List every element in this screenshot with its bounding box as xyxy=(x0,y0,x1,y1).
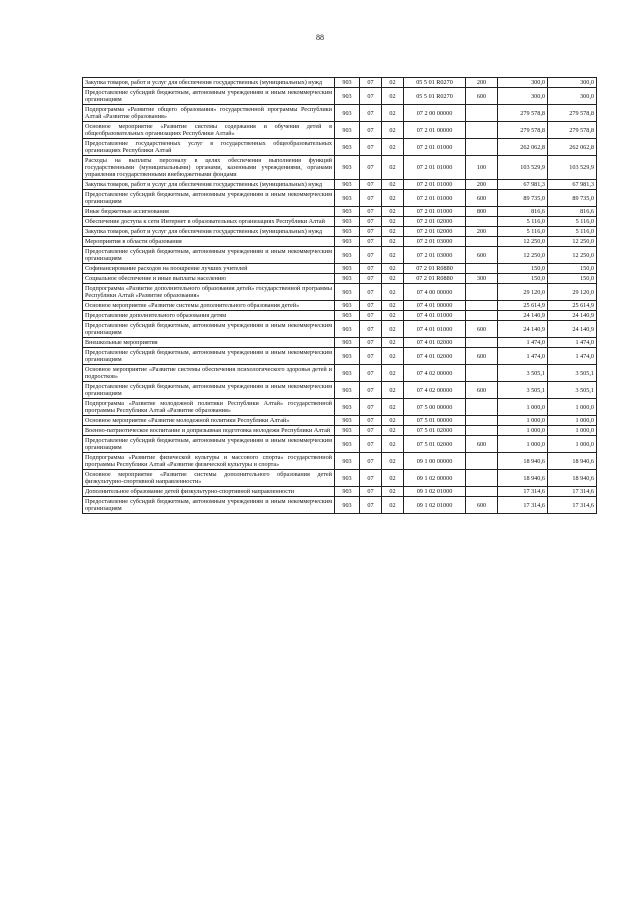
target-article-cell: 07 5 01 02000 xyxy=(404,436,466,453)
target-article-cell: 07 4 02 00000 xyxy=(404,382,466,399)
section-code-cell: 07 xyxy=(360,207,382,217)
target-article-cell: 07 2 01 R0880 xyxy=(404,274,466,284)
expense-type-cell: 200 xyxy=(466,78,498,88)
table-row xyxy=(83,338,597,348)
expense-type-cell xyxy=(466,311,498,321)
target-article-cell: 07 4 02 00000 xyxy=(404,365,466,382)
expense-name-cell: Иные бюджетные ассигнования xyxy=(83,207,335,217)
department-code-cell: 903 xyxy=(335,382,360,399)
amount-cell-2: 279 578,8 xyxy=(548,105,597,122)
expense-name-cell: Предоставление субсидий бюджетным, автономным учреждениям и иным некоммерческим организациям xyxy=(83,348,335,365)
amount-cell-1: 1 474,0 xyxy=(498,348,548,365)
page-number: 88 xyxy=(316,33,324,42)
department-code-cell: 903 xyxy=(335,105,360,122)
section-code-cell: 07 xyxy=(360,311,382,321)
expense-name-cell: Обеспечение доступа к сети Интернет в образовательных организациях Республики Алтай xyxy=(83,217,335,227)
expense-type-cell xyxy=(466,284,498,301)
expense-type-cell: 200 xyxy=(466,227,498,237)
amount-cell-2: 300,0 xyxy=(548,88,597,105)
section-code-cell: 07 xyxy=(360,365,382,382)
amount-cell-2: 1 000,0 xyxy=(548,436,597,453)
subsection-code-cell: 02 xyxy=(382,284,404,301)
subsection-code-cell: 02 xyxy=(382,227,404,237)
expense-name-cell: Предоставление субсидий бюджетным, автономным учреждениям и иным некоммерческим организациям xyxy=(83,321,335,338)
target-article-cell: 07 2 01 01000 xyxy=(404,180,466,190)
section-code-cell: 07 xyxy=(360,399,382,416)
expense-name-cell: Подпрограмма «Развитие общего образования» государственной программы Республики Алтай «Развитие образования» xyxy=(83,105,335,122)
department-code-cell: 903 xyxy=(335,365,360,382)
amount-cell-1: 3 505,1 xyxy=(498,382,548,399)
subsection-code-cell: 02 xyxy=(382,348,404,365)
section-code-cell: 07 xyxy=(360,237,382,247)
expense-type-cell: 600 xyxy=(466,321,498,338)
subsection-code-cell: 02 xyxy=(382,321,404,338)
amount-cell-1: 103 529,9 xyxy=(498,156,548,180)
target-article-cell: 07 2 01 02000 xyxy=(404,227,466,237)
amount-cell-2: 18 940,6 xyxy=(548,470,597,487)
department-code-cell: 903 xyxy=(335,399,360,416)
table-row xyxy=(83,139,597,156)
target-article-cell: 07 2 00 00000 xyxy=(404,105,466,122)
subsection-code-cell: 02 xyxy=(382,207,404,217)
amount-cell-1: 150,0 xyxy=(498,264,548,274)
section-code-cell: 07 xyxy=(360,284,382,301)
subsection-code-cell: 02 xyxy=(382,122,404,139)
expense-type-cell: 600 xyxy=(466,88,498,105)
amount-cell-1: 279 578,8 xyxy=(498,122,548,139)
section-code-cell: 07 xyxy=(360,301,382,311)
department-code-cell: 903 xyxy=(335,180,360,190)
expense-name-cell: Закупка товаров, работ и услуг для обеспечения государственных (муниципальных) нужд xyxy=(83,227,335,237)
expense-name-cell: Военно-патриотическое воспитание и допризывная подготовка молодежи Республики Алтай xyxy=(83,426,335,436)
table-row xyxy=(83,436,597,453)
department-code-cell: 903 xyxy=(335,227,360,237)
section-code-cell: 07 xyxy=(360,453,382,470)
amount-cell-1: 89 735,0 xyxy=(498,190,548,207)
table-row xyxy=(83,78,597,88)
department-code-cell: 903 xyxy=(335,338,360,348)
amount-cell-1: 24 140,9 xyxy=(498,311,548,321)
amount-cell-2: 150,0 xyxy=(548,264,597,274)
department-code-cell: 903 xyxy=(335,190,360,207)
section-code-cell: 07 xyxy=(360,470,382,487)
amount-cell-2: 29 120,0 xyxy=(548,284,597,301)
department-code-cell: 903 xyxy=(335,470,360,487)
target-article-cell: 07 2 01 02000 xyxy=(404,217,466,227)
subsection-code-cell: 02 xyxy=(382,88,404,105)
section-code-cell: 07 xyxy=(360,88,382,105)
expense-name-cell: Основное мероприятие «Развитие системы обеспечения психологического здоровья детей и подростков» xyxy=(83,365,335,382)
amount-cell-2: 67 981,3 xyxy=(548,180,597,190)
section-code-cell: 07 xyxy=(360,156,382,180)
expense-name-cell: Подпрограмма «Развитие физической культуры и массового спорта» государственной программы Республики Алтай «Развитие физической культуры и спорта» xyxy=(83,453,335,470)
expense-type-cell xyxy=(466,105,498,122)
amount-cell-1: 17 314,6 xyxy=(498,497,548,514)
table-row xyxy=(83,399,597,416)
amount-cell-1: 18 940,6 xyxy=(498,453,548,470)
target-article-cell: 07 2 01 03000 xyxy=(404,237,466,247)
expense-name-cell: Предоставление государственных услуг в государственных общеобразовательных организациях Республики Алтай xyxy=(83,139,335,156)
subsection-code-cell: 02 xyxy=(382,105,404,122)
section-code-cell: 07 xyxy=(360,416,382,426)
department-code-cell: 903 xyxy=(335,122,360,139)
table-row xyxy=(83,365,597,382)
amount-cell-2: 1 474,0 xyxy=(548,338,597,348)
subsection-code-cell: 02 xyxy=(382,311,404,321)
expense-name-cell: Основное мероприятие «Развитие молодежной политики Республики Алтай» xyxy=(83,416,335,426)
expense-type-cell xyxy=(466,426,498,436)
department-code-cell: 903 xyxy=(335,416,360,426)
target-article-cell: 07 2 01 R0880 xyxy=(404,264,466,274)
amount-cell-2: 300,0 xyxy=(548,78,597,88)
subsection-code-cell: 02 xyxy=(382,426,404,436)
expense-type-cell: 600 xyxy=(466,436,498,453)
table-row xyxy=(83,426,597,436)
section-code-cell: 07 xyxy=(360,426,382,436)
department-code-cell: 903 xyxy=(335,301,360,311)
amount-cell-2: 3 505,1 xyxy=(548,382,597,399)
department-code-cell: 903 xyxy=(335,139,360,156)
subsection-code-cell: 02 xyxy=(382,487,404,497)
amount-cell-2: 103 529,9 xyxy=(548,156,597,180)
expense-type-cell xyxy=(466,139,498,156)
amount-cell-2: 3 505,1 xyxy=(548,365,597,382)
expense-type-cell: 200 xyxy=(466,180,498,190)
amount-cell-2: 262 062,8 xyxy=(548,139,597,156)
department-code-cell: 903 xyxy=(335,426,360,436)
subsection-code-cell: 02 xyxy=(382,382,404,399)
expense-type-cell xyxy=(466,301,498,311)
section-code-cell: 07 xyxy=(360,217,382,227)
target-article-cell: 07 4 01 00000 xyxy=(404,301,466,311)
table-row xyxy=(83,321,597,338)
expense-name-cell: Основное мероприятие «Развитие системы дополнительного образования детей физкультурно-спортивной направленности» xyxy=(83,470,335,487)
target-article-cell: 09 1 02 01000 xyxy=(404,487,466,497)
amount-cell-2: 1 474,0 xyxy=(548,348,597,365)
expense-type-cell: 600 xyxy=(466,497,498,514)
subsection-code-cell: 02 xyxy=(382,338,404,348)
expense-type-cell: 800 xyxy=(466,207,498,217)
target-article-cell: 07 2 01 01000 xyxy=(404,207,466,217)
amount-cell-2: 17 314,6 xyxy=(548,487,597,497)
department-code-cell: 903 xyxy=(335,436,360,453)
target-article-cell: 05 5 01 R0270 xyxy=(404,78,466,88)
expense-type-cell: 600 xyxy=(466,190,498,207)
table-row xyxy=(83,237,597,247)
table-row xyxy=(83,156,597,180)
department-code-cell: 903 xyxy=(335,348,360,365)
amount-cell-1: 29 120,0 xyxy=(498,284,548,301)
table-row xyxy=(83,247,597,264)
target-article-cell: 07 4 01 01000 xyxy=(404,311,466,321)
subsection-code-cell: 02 xyxy=(382,247,404,264)
amount-cell-1: 25 614,9 xyxy=(498,301,548,311)
department-code-cell: 903 xyxy=(335,311,360,321)
target-article-cell: 09 1 00 00000 xyxy=(404,453,466,470)
expense-type-cell: 300 xyxy=(466,274,498,284)
department-code-cell: 903 xyxy=(335,264,360,274)
expense-name-cell: Закупка товаров, работ и услуг для обеспечения государственных (муниципальных) нужд xyxy=(83,78,335,88)
expense-type-cell: 600 xyxy=(466,382,498,399)
section-code-cell: 07 xyxy=(360,497,382,514)
subsection-code-cell: 02 xyxy=(382,190,404,207)
section-code-cell: 07 xyxy=(360,338,382,348)
subsection-code-cell: 02 xyxy=(382,264,404,274)
expense-type-cell xyxy=(466,338,498,348)
amount-cell-1: 300,0 xyxy=(498,78,548,88)
expense-name-cell: Предоставление дополнительного образования детям xyxy=(83,311,335,321)
expense-name-cell: Дополнительное образование детей физкультурно-спортивной направленности xyxy=(83,487,335,497)
amount-cell-1: 67 981,3 xyxy=(498,180,548,190)
section-code-cell: 07 xyxy=(360,321,382,338)
subsection-code-cell: 02 xyxy=(382,274,404,284)
section-code-cell: 07 xyxy=(360,348,382,365)
department-code-cell: 903 xyxy=(335,156,360,180)
table-row xyxy=(83,311,597,321)
department-code-cell: 903 xyxy=(335,88,360,105)
expense-name-cell: Предоставление субсидий бюджетным, автономным учреждениям и иным некоммерческим организациям xyxy=(83,382,335,399)
table-row xyxy=(83,180,597,190)
section-code-cell: 07 xyxy=(360,264,382,274)
amount-cell-1: 1 000,0 xyxy=(498,416,548,426)
table-row xyxy=(83,207,597,217)
expense-name-cell: Предоставление субсидий бюджетным, автономным учреждениям и иным некоммерческим организациям xyxy=(83,436,335,453)
target-article-cell: 09 1 02 01000 xyxy=(404,497,466,514)
expense-name-cell: Социальное обеспечение и иные выплаты населению xyxy=(83,274,335,284)
section-code-cell: 07 xyxy=(360,122,382,139)
expense-type-cell xyxy=(466,264,498,274)
amount-cell-1: 1 000,0 xyxy=(498,436,548,453)
target-article-cell: 07 5 00 00000 xyxy=(404,399,466,416)
expense-name-cell: Предоставление субсидий бюджетным, автономным учреждениям и иным некоммерческим организациям xyxy=(83,88,335,105)
section-code-cell: 07 xyxy=(360,190,382,207)
amount-cell-1: 150,0 xyxy=(498,274,548,284)
section-code-cell: 07 xyxy=(360,487,382,497)
subsection-code-cell: 02 xyxy=(382,301,404,311)
expense-type-cell: 600 xyxy=(466,348,498,365)
department-code-cell: 903 xyxy=(335,237,360,247)
subsection-code-cell: 02 xyxy=(382,156,404,180)
subsection-code-cell: 02 xyxy=(382,416,404,426)
table-row xyxy=(83,497,597,514)
expense-name-cell: Софинансирование расходов на поощрение лучших учителей xyxy=(83,264,335,274)
amount-cell-1: 262 062,8 xyxy=(498,139,548,156)
amount-cell-1: 300,0 xyxy=(498,88,548,105)
amount-cell-1: 1 000,0 xyxy=(498,426,548,436)
expense-name-cell: Предоставление субсидий бюджетным, автономным учреждениям и иным некоммерческим организациям xyxy=(83,190,335,207)
table-row xyxy=(83,453,597,470)
amount-cell-1: 12 250,0 xyxy=(498,247,548,264)
table-row xyxy=(83,88,597,105)
subsection-code-cell: 02 xyxy=(382,497,404,514)
amount-cell-1: 17 314,6 xyxy=(498,487,548,497)
target-article-cell: 09 1 02 00000 xyxy=(404,470,466,487)
amount-cell-2: 24 140,9 xyxy=(548,311,597,321)
expense-name-cell: Предоставление субсидий бюджетным, автономным учреждениям и иным некоммерческим организациям xyxy=(83,497,335,514)
subsection-code-cell: 02 xyxy=(382,217,404,227)
amount-cell-2: 17 314,6 xyxy=(548,497,597,514)
amount-cell-2: 5 116,0 xyxy=(548,227,597,237)
subsection-code-cell: 02 xyxy=(382,180,404,190)
amount-cell-2: 24 140,9 xyxy=(548,321,597,338)
department-code-cell: 903 xyxy=(335,453,360,470)
expense-name-cell: Предоставление субсидий бюджетным, автономным учреждениям и иным некоммерческим организациям xyxy=(83,247,335,264)
target-article-cell: 07 2 01 01000 xyxy=(404,139,466,156)
expense-type-cell xyxy=(466,122,498,139)
expense-type-cell xyxy=(466,237,498,247)
expense-name-cell: Закупка товаров, работ и услуг для обеспечения государственных (муниципальных) нужд xyxy=(83,180,335,190)
department-code-cell: 903 xyxy=(335,284,360,301)
section-code-cell: 07 xyxy=(360,180,382,190)
amount-cell-2: 1 000,0 xyxy=(548,426,597,436)
table-row xyxy=(83,227,597,237)
amount-cell-1: 18 940,6 xyxy=(498,470,548,487)
target-article-cell: 07 4 01 02000 xyxy=(404,338,466,348)
expense-type-cell xyxy=(466,365,498,382)
expense-name-cell: Основное мероприятие «Развитие системы дополнительного образования детей» xyxy=(83,301,335,311)
amount-cell-1: 1 474,0 xyxy=(498,338,548,348)
section-code-cell: 07 xyxy=(360,382,382,399)
amount-cell-2: 1 000,0 xyxy=(548,399,597,416)
department-code-cell: 903 xyxy=(335,321,360,338)
subsection-code-cell: 02 xyxy=(382,436,404,453)
subsection-code-cell: 02 xyxy=(382,453,404,470)
table-row xyxy=(83,264,597,274)
expense-name-cell: Мероприятия в области образования xyxy=(83,237,335,247)
subsection-code-cell: 02 xyxy=(382,78,404,88)
table-row xyxy=(83,487,597,497)
section-code-cell: 07 xyxy=(360,274,382,284)
amount-cell-2: 18 940,6 xyxy=(548,453,597,470)
expense-type-cell xyxy=(466,487,498,497)
expense-type-cell xyxy=(466,416,498,426)
amount-cell-2: 1 000,0 xyxy=(548,416,597,426)
department-code-cell: 903 xyxy=(335,274,360,284)
table-row xyxy=(83,190,597,207)
target-article-cell: 07 4 01 01000 xyxy=(404,321,466,338)
department-code-cell: 903 xyxy=(335,217,360,227)
department-code-cell: 903 xyxy=(335,247,360,264)
target-article-cell: 07 2 01 01000 xyxy=(404,156,466,180)
expense-type-cell: 100 xyxy=(466,156,498,180)
table-row xyxy=(83,470,597,487)
section-code-cell: 07 xyxy=(360,436,382,453)
expense-type-cell: 600 xyxy=(466,247,498,264)
amount-cell-1: 5 116,0 xyxy=(498,227,548,237)
section-code-cell: 07 xyxy=(360,139,382,156)
expense-name-cell: Расходы на выплаты персоналу в целях обеспечения выполнения функций государственными (муниципальными) органами, казенными учреждениями, органами управления государственными внебюджетными фондами xyxy=(83,156,335,180)
expense-name-cell: Подпрограмма «Развитие молодежной политики Республики Алтай» государственной программы Республики Алтай «Развитие образования» xyxy=(83,399,335,416)
section-code-cell: 07 xyxy=(360,247,382,264)
target-article-cell: 07 5 01 00000 xyxy=(404,416,466,426)
department-code-cell: 903 xyxy=(335,497,360,514)
amount-cell-2: 816,6 xyxy=(548,207,597,217)
target-article-cell: 07 2 01 00000 xyxy=(404,122,466,139)
amount-cell-2: 279 578,8 xyxy=(548,122,597,139)
table-row xyxy=(83,382,597,399)
expense-type-cell xyxy=(466,217,498,227)
table-row xyxy=(83,348,597,365)
subsection-code-cell: 02 xyxy=(382,237,404,247)
target-article-cell: 07 2 01 03000 xyxy=(404,247,466,264)
table-row xyxy=(83,122,597,139)
section-code-cell: 07 xyxy=(360,78,382,88)
department-code-cell: 903 xyxy=(335,487,360,497)
table-row xyxy=(83,301,597,311)
section-code-cell: 07 xyxy=(360,227,382,237)
target-article-cell: 07 5 01 02000 xyxy=(404,426,466,436)
expense-type-cell xyxy=(466,453,498,470)
amount-cell-2: 5 116,0 xyxy=(548,217,597,227)
target-article-cell: 07 2 01 01000 xyxy=(404,190,466,207)
amount-cell-1: 279 578,8 xyxy=(498,105,548,122)
expense-type-cell xyxy=(466,470,498,487)
expense-type-cell xyxy=(466,399,498,416)
amount-cell-2: 89 735,0 xyxy=(548,190,597,207)
target-article-cell: 05 5 01 R0270 xyxy=(404,88,466,105)
amount-cell-1: 5 116,0 xyxy=(498,217,548,227)
amount-cell-2: 25 614,9 xyxy=(548,301,597,311)
amount-cell-2: 12 250,0 xyxy=(548,237,597,247)
subsection-code-cell: 02 xyxy=(382,399,404,416)
budget-table xyxy=(82,77,597,514)
subsection-code-cell: 02 xyxy=(382,139,404,156)
amount-cell-2: 150,0 xyxy=(548,274,597,284)
table-row xyxy=(83,105,597,122)
expense-name-cell: Подпрограмма «Развитие дополнительного образования детей» государственной программы Республики Алтай «Развитие образования» xyxy=(83,284,335,301)
amount-cell-1: 24 140,9 xyxy=(498,321,548,338)
subsection-code-cell: 02 xyxy=(382,365,404,382)
amount-cell-2: 12 250,0 xyxy=(548,247,597,264)
amount-cell-1: 3 505,1 xyxy=(498,365,548,382)
amount-cell-1: 12 250,0 xyxy=(498,237,548,247)
department-code-cell: 903 xyxy=(335,78,360,88)
table-row xyxy=(83,274,597,284)
table-row xyxy=(83,217,597,227)
table-row xyxy=(83,416,597,426)
expense-name-cell: Внешкольные мероприятия xyxy=(83,338,335,348)
expense-name-cell: Основное мероприятие «Развитие системы содержания и обучения детей в общеобразовательных организациях Республики Алтай» xyxy=(83,122,335,139)
amount-cell-1: 1 000,0 xyxy=(498,399,548,416)
target-article-cell: 07 4 00 00000 xyxy=(404,284,466,301)
subsection-code-cell: 02 xyxy=(382,470,404,487)
amount-cell-1: 816,6 xyxy=(498,207,548,217)
table-row xyxy=(83,284,597,301)
department-code-cell: 903 xyxy=(335,207,360,217)
section-code-cell: 07 xyxy=(360,105,382,122)
target-article-cell: 07 4 01 02000 xyxy=(404,348,466,365)
